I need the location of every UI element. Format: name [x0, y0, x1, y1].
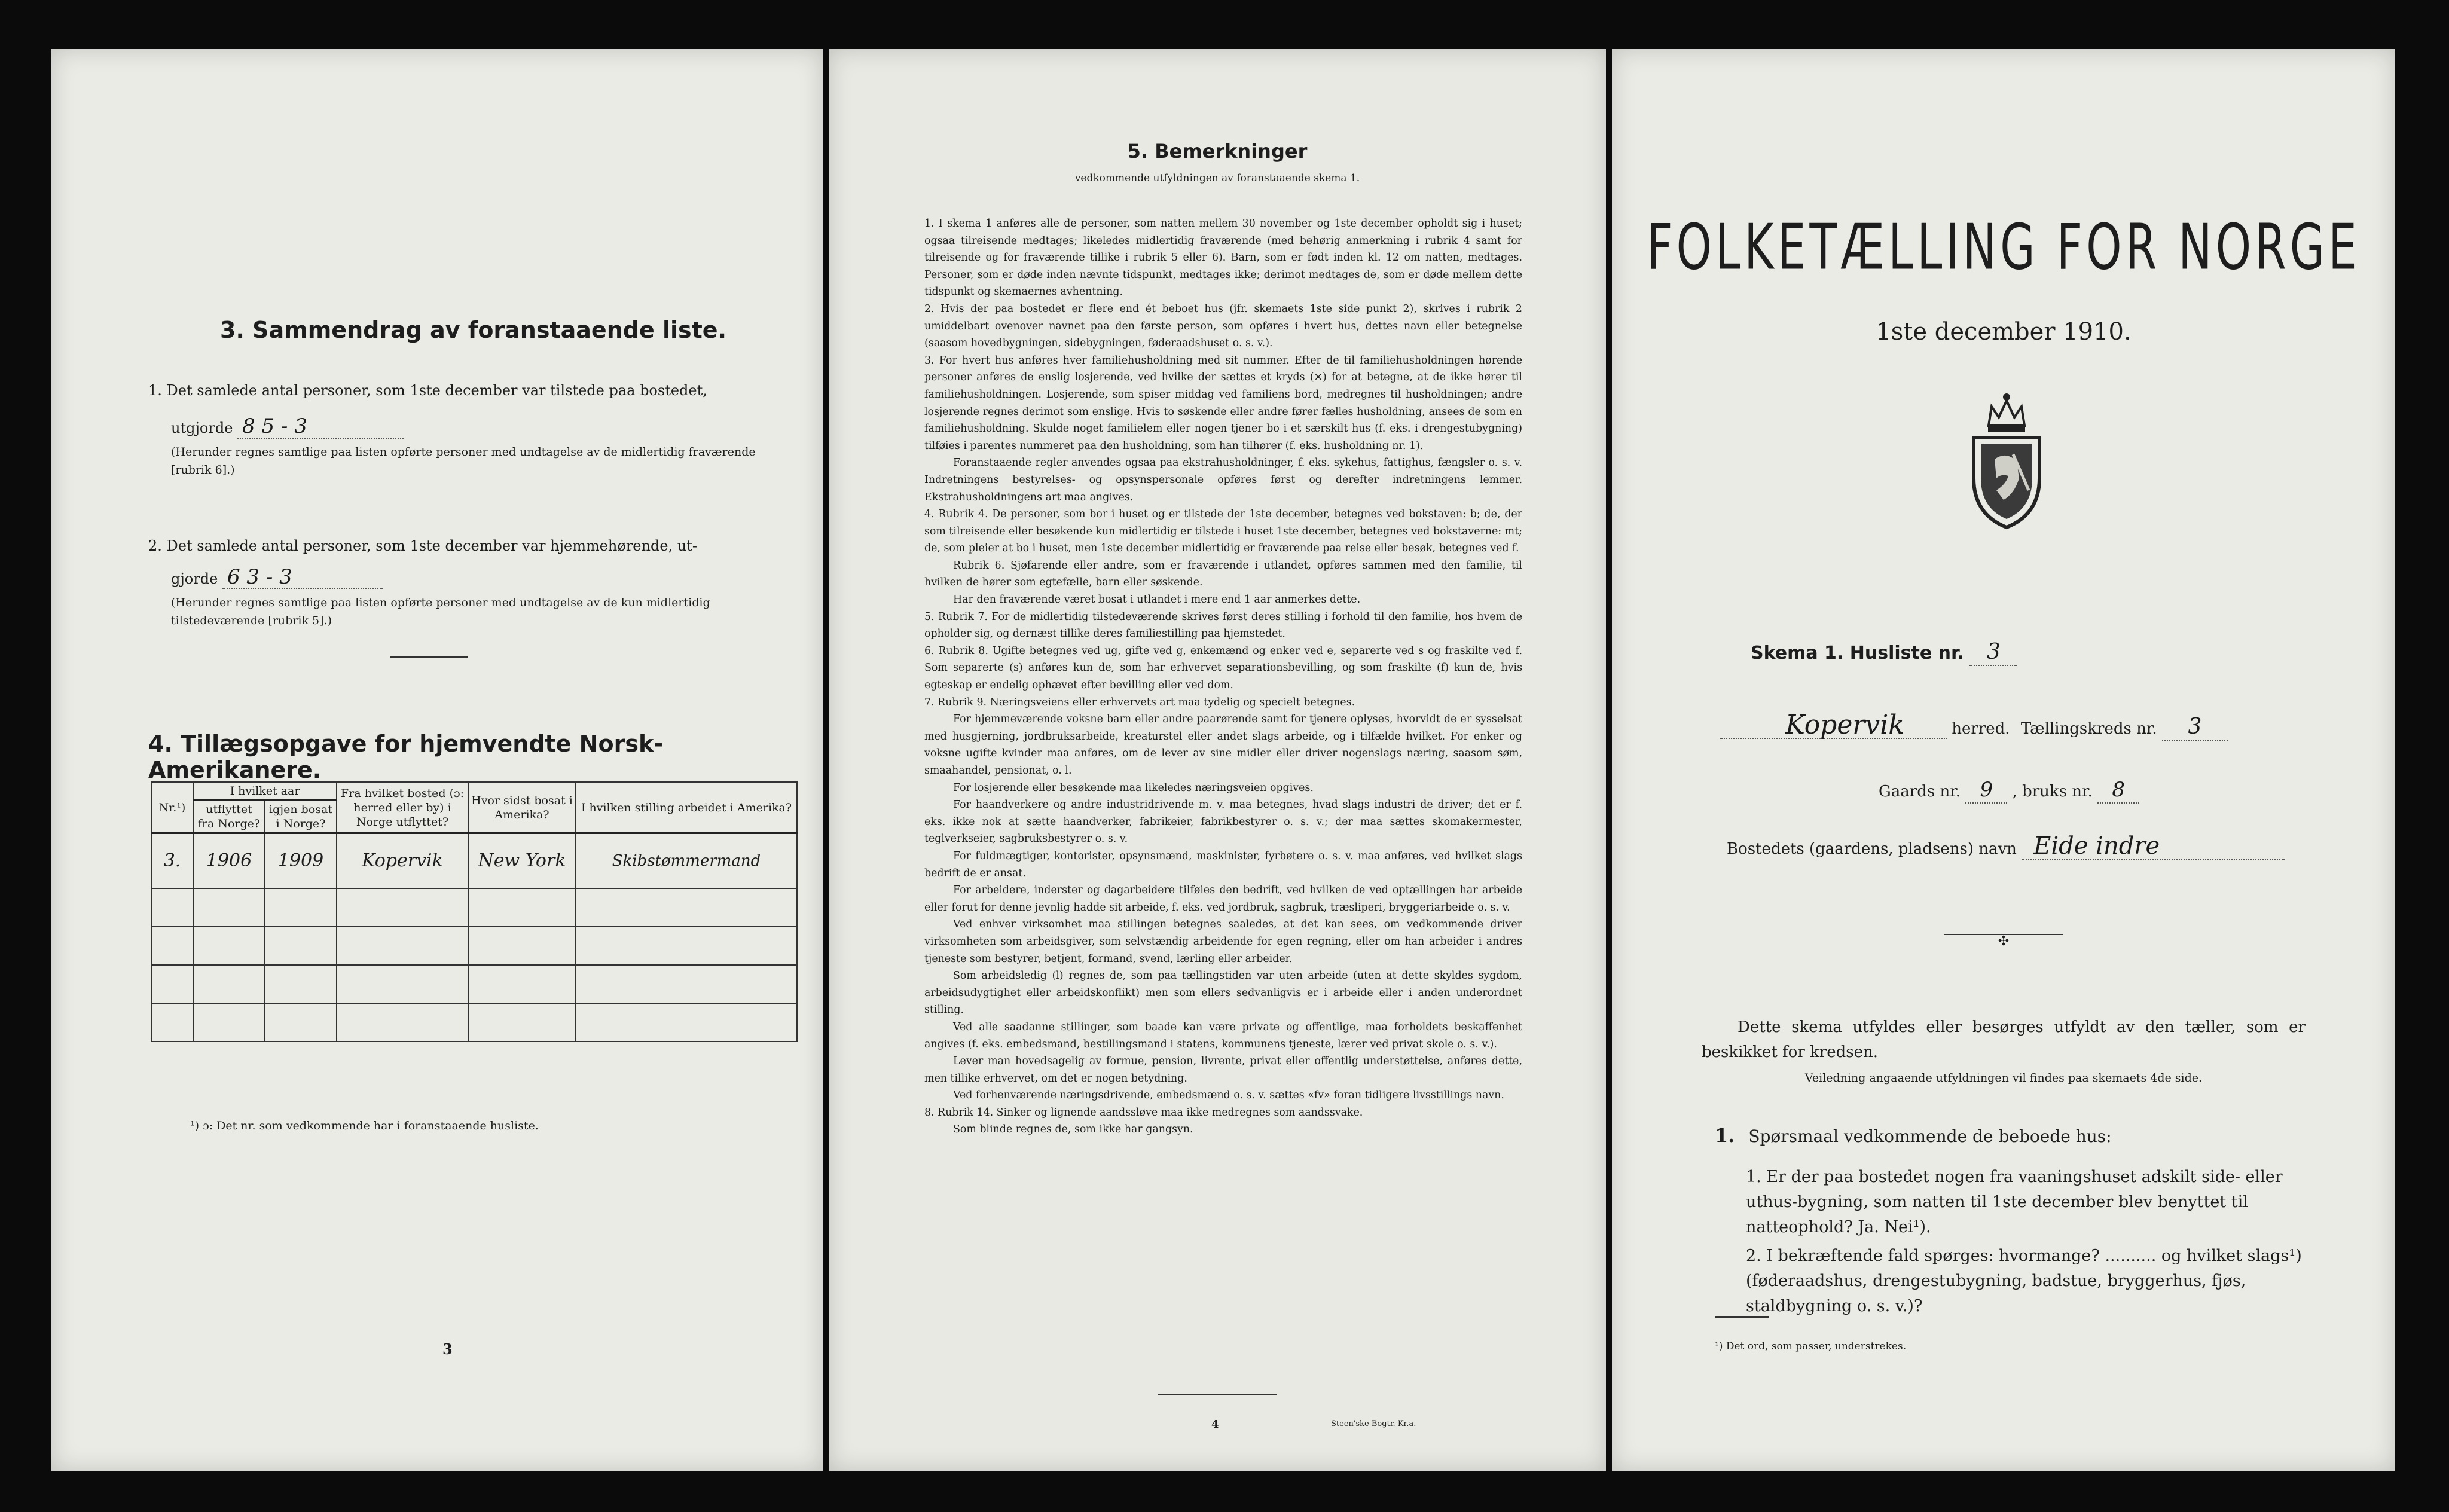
- kreds-value: 3: [2162, 714, 2228, 741]
- header-year-group: I hvilket aar: [193, 782, 337, 801]
- cell-from-place: Kopervik: [337, 833, 468, 889]
- section3-item2-text: 2. Det samlede antal personer, som 1ste december var hjemmehørende, ut-: [148, 537, 697, 554]
- schema-value: 3: [1969, 640, 2017, 666]
- remark-7g: Ved enhver virksomhet maa stillingen betegnes saaledes, at det kan sees, om vedkommende driver virksomheten som arbeidsgiver, som selvstændig arbeidende for egen regning, eller om han arbeider i andres tjeneste som bestyrer, betjent, formand, svend, lærling eller arbeider.: [924, 918, 1522, 965]
- remark-7i: Ved alle saadanne stillinger, som baade kan være private og offentlige, maa forholdets beskaffenhet angives (f. eks. embedsmand, bestillingsmand i statens, kommunens tjeneste, lærer ved privat skole o. s. v.).: [924, 1021, 1522, 1050]
- header-from-place: Fra hvilket bosted (ɔ: herred eller by) i Norge utflyttet?: [337, 782, 468, 833]
- kreds-label: Tællingskreds nr.: [2020, 720, 2157, 738]
- remark-3: 3. For hvert hus anføres hver familiehusholdning med sit nummer. Efter de til familiehusholdningen hørende personer anføres de enslig losjerende, ved hvilke der sættes et kryds (×) for at betegne, at de ikke hører til familiehusholdningen. Losjerende, som spiser middag ved familiens bord, medregnes til husholdningen; andre losjerende regnes derimot som enslige. Hvis to søskende eller andre fører fælles husholdning, ansees de som en familiehusholdning. Skulde noget familielem eller nogen tjener bo i et særskilt hus (f. eks. i drengestubygning) tilføies i parentes nummeret paa den husholdning, som han tilhører (f. eks. husholdning nr. 1).: [924, 354, 1522, 452]
- cell-occupation: Skibstømmermand: [576, 833, 797, 889]
- intro-note: Veiledning angaaende utfyldningen vil findes paa skemaets 4de side.: [1804, 1071, 2203, 1085]
- bosted-line: [1727, 833, 2285, 862]
- gaards-value: 9: [1965, 777, 2007, 804]
- cell-emigrated: 1906: [193, 833, 265, 889]
- gaards-line: [1879, 777, 2139, 804]
- section4-footnote: ¹) ɔ: Det nr. som vedkommende har i foranstaaende husliste.: [190, 1119, 539, 1132]
- remark-7: 7. Rubrik 9. Næringsveiens eller erhvervets art maa tydelig og specielt betegnes.: [924, 696, 1355, 708]
- question-1: 1. Er der paa bostedet nogen fra vaaningshuset adskilt side- eller uthus-bygning, som natten til 1ste december blev benyttet til natteophold? Ja. Nei¹).: [1746, 1168, 2283, 1236]
- remarks-subtitle: vedkommende utfyldningen av foranstaaende skema 1.: [1074, 172, 1360, 184]
- printer-mark: Steen'ske Bogtr. Kr.a.: [1331, 1419, 1416, 1428]
- gaards-label: Gaards nr.: [1879, 783, 1961, 801]
- remark-7c: For losjerende eller besøkende maa likeledes næringsveien opgives.: [953, 781, 1314, 794]
- remark-4b: Rubrik 6. Sjøfarende eller andre, som er fraværende i utlandet, opføres sammen med den familie, til hvilken de hører som egtefælle, barn eller søskende.: [924, 559, 1522, 589]
- header-nr: Nr.¹): [151, 782, 193, 833]
- question-2: 2. I bekræftende fald spørges: hvormange? .......... og hvilket slags¹) (føderaadshus, drengestubygning, badstue, bryggerhus, fjøs, staldbygning o. s. v.)?: [1746, 1247, 2302, 1315]
- remark-4: 4. Rubrik 4. De personer, som bor i huset og er tilstede der 1ste december, betegnes ved bokstaven: b; de, der som tilreisende eller besøkende kun midlertidig er tilstede i huset 1ste december, betegnes ved bokstaverne: mt; de, som pleier at bo i huset, men 1ste december midlertidig er fraværende paa reise eller besøk, betegnes ved f.: [924, 508, 1523, 555]
- section3-item1-prefix: utgjorde: [171, 420, 233, 436]
- section3-title: 3. Sammendrag av foranstaaende liste.: [220, 317, 727, 343]
- section3-item1: [148, 379, 800, 479]
- remark-7k: Ved forhenværende næringsdrivende, embedsmænd o. s. v. sættes «fv» foran tidligere livsstillings navn.: [953, 1089, 1504, 1102]
- section4-title: 4. Tillægsopgave for hjemvendte Norsk-Amerikanere.: [148, 731, 663, 783]
- remark-7d: For haandverkere og andre industridrivende m. v. maa betegnes, hvad slags industri de driver; det er f. eks. ikke nok at sætte haandverker, fabrikeier, fabrikbestyrer o. s. v.; der maa sættes skomakermester, teglverkseier, sagbruksbestyrer o. s. v.: [924, 799, 1522, 845]
- page-right: [1612, 49, 2395, 1471]
- table-row-empty: [151, 965, 797, 1003]
- herred-value: Kopervik: [1720, 713, 1947, 739]
- bruks-value: 8: [2097, 777, 2139, 804]
- bruks-label: , bruks nr.: [2012, 783, 2093, 801]
- remark-7j: Lever man hovedsagelig av formue, pension, livrente, privat eller offentlig understøttelse, anføres dette, men tillike erhvervet, om det er nogen betydning.: [924, 1055, 1522, 1085]
- remark-2: 2. Hvis der paa bostedet er flere end ét beboet hus (jfr. skemaets 1ste side punkt 2), skrives i rubrik 2 umiddelbart ovenover navnet paa den første person, som opføres i hvert hus, dettes navn eller betegnelse (saasom hovedbygningen, sidebygningen, føderaadshuset o. s. v.).: [924, 303, 1522, 350]
- divider: [390, 656, 468, 658]
- remark-5: 5. Rubrik 7. For de midlertidig tilstedeværende skrives først deres stilling i forhold til den familie, hos hvem de opholder sig, og dernæst tillike deres familiestilling paa hjemstedet.: [924, 610, 1522, 640]
- header-emigrated: utflyttet fra Norge?: [193, 801, 265, 833]
- table-row-empty: [151, 927, 797, 965]
- table-row-empty: [151, 888, 797, 927]
- remark-3b: Foranstaaende regler anvendes ogsaa paa ekstrahusholdninger, f. eks. sykehus, fattighus, fængsler o. s. v. Indretningens bestyrelses- og opsynspersonale opføres først og derefter indretningens lemmer. Ekstrahusholdningens art maa angives.: [924, 457, 1522, 503]
- norsk-amerikanere-table: [151, 781, 798, 1042]
- cell-returned: 1909: [265, 833, 337, 889]
- section3-item2-note: (Herunder regnes samtlige paa listen opførte personer med undtagelse av de kun midlertidig tilstedeværende [rubrik 5].): [171, 596, 710, 627]
- page-middle: [829, 49, 1606, 1471]
- page-number-left: 3: [442, 1340, 453, 1358]
- table-row-empty: [151, 1003, 797, 1041]
- remark-1: 1. I skema 1 anføres alle de personer, som natten mellem 30 november og 1ste december opholdt sig i huset; ogsaa tilreisende medtages; likeledes midlertidig fraværende (med behørig anmerkning i rubrik 4 samt for tilreisende og for fraværende tillike i rubrik 5 eller 6). Barn, som er født inden kl. 12 om natten, medtages. Personer, som er døde inden nævnte tidspunkt, medtages ikke; derimot medtages de, som er døde mellem dette tidspunkt og skemaernes avhentning.: [924, 218, 1522, 298]
- remark-6: 6. Rubrik 8. Ugifte betegnes ved ug, gifte ved g, enkemænd og enker ved e, separerte ved s og fraskilte ved f. Som separerte (s) anføres kun de, som har erhvervet separationsbevilling, og som fraskilte (f) kun de, hvis egteskap er endelig ophævet efter bevilling eller ved dom.: [924, 644, 1522, 692]
- census-date: 1ste december 1910.: [1876, 318, 2132, 346]
- page-left: [51, 49, 823, 1471]
- herred-label: herred.: [1952, 720, 2010, 738]
- intro-text: Dette skema utfyldes eller besørges utfyldt av den tæller, som er beskikket for kredsen.: [1702, 1018, 2306, 1061]
- section3-item1-value: 8 5 - 3: [237, 415, 404, 439]
- coat-of-arms: [1962, 389, 2051, 532]
- section3-item2-prefix: gjorde: [171, 570, 218, 587]
- header-last-place: Hvor sidst bosat i Amerika?: [468, 782, 576, 833]
- remark-4c: Har den fraværende været bosat i utlandet i mere end 1 aar anmerkes dette.: [953, 594, 1361, 606]
- remark-8: 8. Rubrik 14. Sinker og lignende aandssløve maa ikke medregnes som aandssvake.: [924, 1106, 1363, 1119]
- bosted-value: Eide indre: [2022, 833, 2285, 860]
- herred-line: [1720, 710, 2341, 741]
- section3-item2-value: 6 3 - 3: [222, 566, 383, 589]
- section3-item2: [148, 534, 800, 630]
- section3-item1-text: 1. Det samlede antal personer, som 1ste december var tilstede paa bostedet,: [148, 382, 707, 399]
- questions-heading-text: Spørsmaal vedkommende de beboede hus:: [1748, 1126, 2112, 1146]
- questions-heading: 1. Spørsmaal vedkommende de beboede hus:: [1715, 1124, 2112, 1147]
- remark-8b: Som blinde regnes de, som ikke har gangsyn.: [953, 1123, 1193, 1136]
- census-title: FOLKETÆLLING FOR NORGE: [1647, 210, 2361, 284]
- cell-last-place: New York: [468, 833, 576, 889]
- header-occupation: I hvilken stilling arbeidet i Amerika?: [576, 782, 797, 833]
- cell-nr: 3.: [151, 833, 193, 889]
- remarks-body: [924, 215, 1522, 1138]
- remark-7f: For arbeidere, inderster og dagarbeidere tilføies den bedrift, ved hvilken de ved optællingen har arbeide eller forut for denne jevnlig hadde sit arbeide, f. eks. ved jordbruk, sagbruk, træsliperi, bryggeriarbeide o. s. v.: [924, 884, 1522, 914]
- remark-7e: For fuldmægtiger, kontorister, opsynsmænd, maskinister, fyrbøtere o. s. v. maa anføres, ved hvilket slags bedrift de er ansat.: [924, 850, 1522, 879]
- table-row: [151, 833, 797, 889]
- schema-label: Skema 1. Husliste nr.: [1751, 643, 1964, 664]
- ornament-divider: ✣: [1944, 934, 2063, 945]
- right-footnote: ¹) Det ord, som passer, understrekes.: [1715, 1340, 1907, 1352]
- remark-7h: Som arbeidsledig (l) regnes de, som paa tællingstiden var uten arbeide (uten at dette skyldes sygdom, arbeidsudygtighet eller arbeidskonflikt) men som ellers sedvanligvis er i arbeide eller i anden underordnet stilling.: [924, 970, 1522, 1016]
- divider: [1715, 1316, 1769, 1318]
- page-number-middle: 4: [1211, 1418, 1219, 1431]
- remark-7b: For hjemmeværende voksne barn eller andre paarørende samt for tjenere oplyses, hvorvidt de er sysselsat med husgjerning, jordbruksarbeide, kreaturstel eller andet slags arbeide, og i tilfælde hvilket. For enker og voksne ugifte kvinder maa anføres, om de lever av sine midler eller driver nogenslags næring, saasom søm, smaahandel, pensionat, o. l.: [924, 713, 1522, 777]
- bosted-label: Bostedets (gaardens, pladsens) navn: [1727, 840, 2017, 858]
- remarks-title: 5. Bemerkninger: [1127, 140, 1308, 163]
- divider: [1158, 1394, 1277, 1395]
- section3-item1-note: (Herunder regnes samtlige paa listen opførte personer med undtagelse av de midlertidig fraværende [rubrik 6].): [171, 445, 756, 476]
- schema-line: [1751, 640, 2017, 666]
- header-returned: igjen bosat i Norge?: [265, 801, 337, 833]
